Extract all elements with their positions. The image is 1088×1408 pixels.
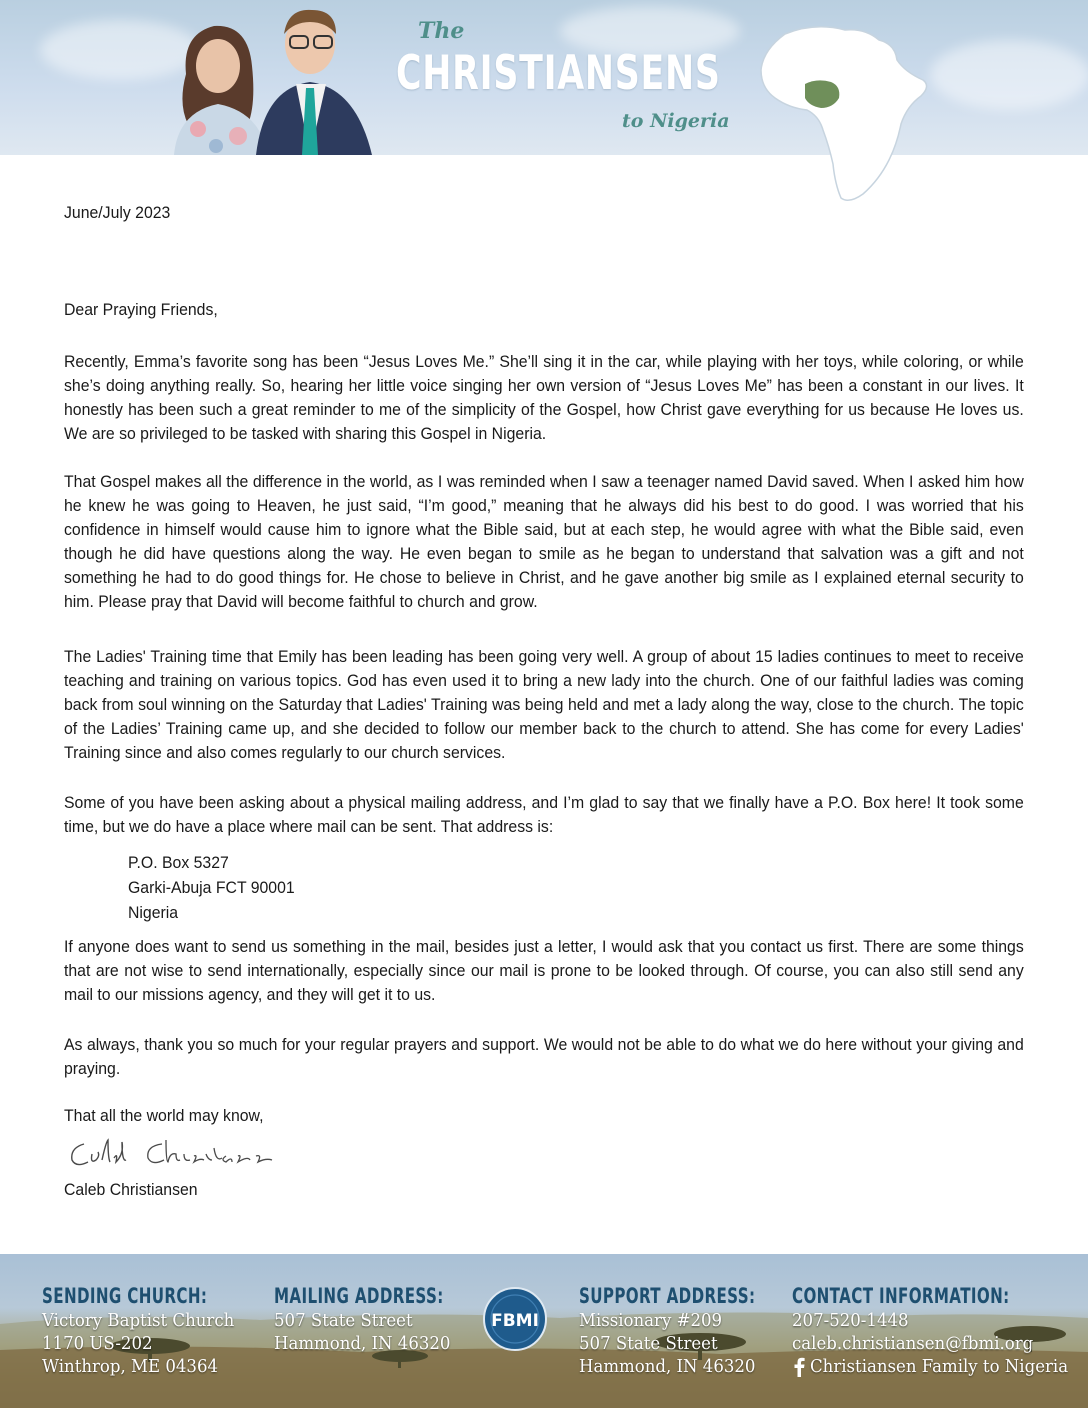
facebook-page-name: Christiansen Family to Nigeria [810,1356,1069,1377]
support-address-line: Missionary #209 [579,1310,723,1331]
brand-name: CHRISTIANSENS [396,46,721,101]
brand-prefix: The [418,18,465,44]
sending-church-line: 1170 US-202 [42,1333,153,1354]
fbmi-logo-text: FBMI [491,1311,539,1331]
paragraph-3: The Ladies' Training time that Emily has been leading has been going very well. A group of about 15 ladies continues to meet to receive teaching and training on various topics. God has even used it to bring a new lady into the church. One of our faithful ladies was coming back from soul winning on the Saturday that Ladies' Training was being held and met a lady along the way, close to the church. The topic of the Ladies’ Training came up, and she decided to follow our member back to the church to attend. She has come for every Ladies' Training since and also comes regularly to our church services. [64,647,1024,762]
mailing-address-line: 507 State Street [274,1310,413,1331]
paragraph-4: Some of you have been asking about a physical mailing address, and I’m glad to say that we finally have a P.O. Box here! It took some time, but we do have a place where mail can be sent. That address is: [64,793,1024,836]
support-address-line: 507 State Street [579,1333,718,1354]
paragraph-6: As always, thank you so much for your regular prayers and support. We would not be able to do what we do here without your giving and praying. [64,1035,1024,1078]
po-address-line: P.O. Box 5327 [128,853,229,872]
sending-church-heading: SENDING CHURCH: [42,1284,208,1308]
mailing-address-heading: MAILING ADDRESS: [274,1284,444,1308]
support-address-heading: SUPPORT ADDRESS: [579,1284,756,1308]
mailing-address-line: Hammond, IN 46320 [274,1333,451,1354]
facebook-link[interactable] [792,1355,1088,1378]
sending-church-line: Winthrop, ME 04364 [42,1356,219,1377]
handwritten-signature [66,1134,276,1174]
contact-information-heading: CONTACT INFORMATION: [792,1284,1010,1308]
fbmi-logo [482,1286,548,1352]
cloud-decoration [930,40,1088,110]
signer-name: Caleb Christiansen [64,1180,198,1199]
mailing-address-block [274,1284,510,1355]
salutation: Dear Praying Friends, [64,300,218,319]
couple-photo [168,4,386,155]
po-address-line: Nigeria [128,903,179,922]
paragraph-2: That Gospel makes all the difference in the world, as I was reminded when I saw a teenager named David saved. When I asked him how he knew he was going to Heaven, he just said, “I’m good,” meaning that he always did his best to do good. I was worried that his confidence in himself would cause him to ignore what the Bible said, but at each step, he would agree with what the Bible said, even though he did have questions along the way. He even began to smile as he began to understand that salvation was a gift and not something he had to do good things for. He chose to believe in Christ, and he gave another big smile as I explained eternal security to him. Please pray that David will become faithful to church and grow. [64,472,1024,611]
closing-line: That all the world may know, [64,1106,264,1125]
paragraph-5: If anyone does want to send us something in the mail, besides just a letter, I would ask that you contact us first. There are some things that are not wise to send internationally, especially since our mail is prone to be looked through. Of course, you can also still send any mail to our missions agency, and they will get it to us. [64,937,1024,1004]
contact-information-block [792,1284,1088,1378]
brand-suffix: to Nigeria [622,110,730,132]
contact-phone[interactable]: 207-520-1448 [792,1310,909,1331]
support-address-block [579,1284,824,1378]
sending-church-line: Victory Baptist Church [42,1310,235,1331]
africa-map [745,14,945,214]
po-address-line: Garki-Abuja FCT 90001 [128,878,295,897]
paragraph-1: Recently, Emma’s favorite song has been “Jesus Loves Me.” She’ll sing it in the car, while playing with her toys, while coloring, or while she’s doing anything really. So, hearing her little voice singing her own version of “Jesus Loves Me” has been a constant in our lives. It honestly has been such a great reminder to me of the simplicity of the Gospel, how Christ gave everything for us because He loves us. We are so privileged to be tasked with sharing this Gospel in Nigeria. [64,352,1024,443]
facebook-icon [792,1357,806,1377]
sending-church-block [42,1284,272,1378]
letter-date: June/July 2023 [64,203,171,222]
contact-email[interactable]: caleb.christiansen@fbmi.org [792,1333,1034,1354]
support-address-line: Hammond, IN 46320 [579,1356,756,1377]
